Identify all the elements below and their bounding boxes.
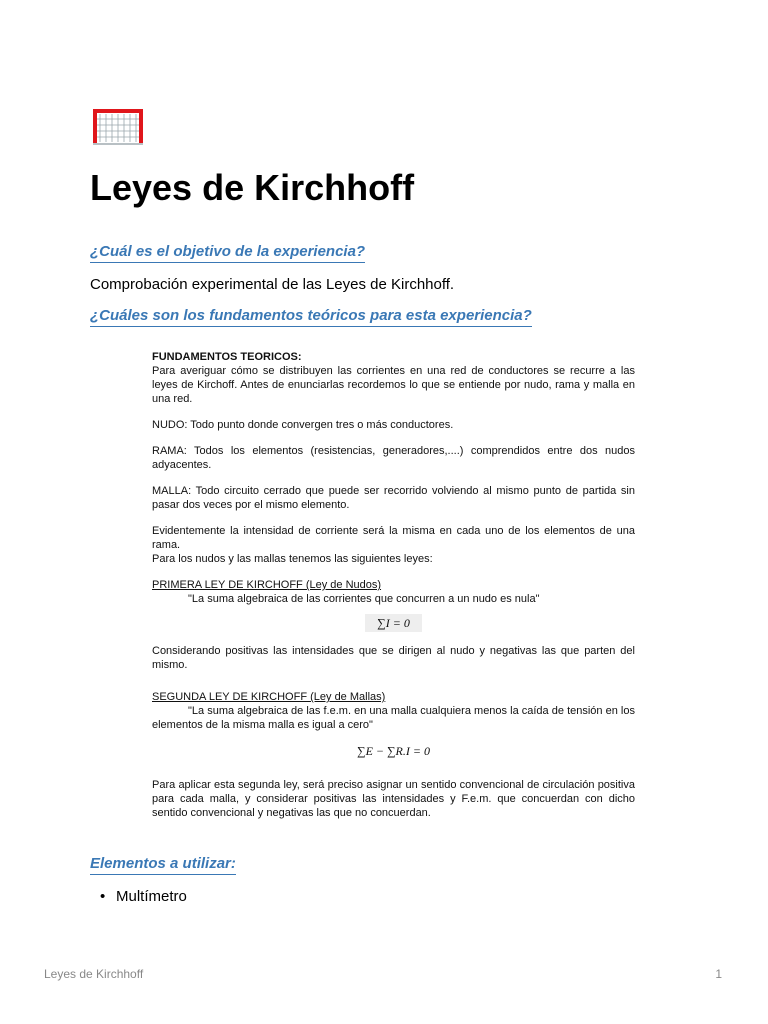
scan-para-nudos: Para los nudos y las mallas tenemos las siguientes leyes: bbox=[152, 553, 433, 565]
elements-list bbox=[100, 888, 187, 906]
heading-elements: Elementos a utilizar: bbox=[90, 855, 236, 873]
ley1-title: PRIMERA LEY DE KIRCHOFF (Ley de Nudos) bbox=[152, 579, 382, 591]
ley1-note: Considerando positivas las intensidades que se dirigen al nudo y negativas las que parten del mismo. bbox=[152, 645, 635, 671]
scan-malla: MALLA: Todo circuito cerrado que puede ser recorrido volviendo al mismo punto de partida sin pasar dos veces por el mismo elemento. bbox=[152, 485, 635, 511]
scan-heading: FUNDAMENTOS TEORICOS: bbox=[152, 351, 302, 363]
heading-fundamentals: ¿Cuáles son los fundamentos teóricos para esta experiencia? bbox=[90, 307, 532, 325]
page-number: 1 bbox=[715, 967, 722, 981]
ley2-note: Para aplicar esta segunda ley, será preciso asignar un sentido convencional de circulación positiva para cada malla, y considerar positivas las intensidades y F.e.m. que concuerdan con dicho sentido convencional y negativas las que no concuerdan. bbox=[152, 779, 635, 819]
document-title: Leyes de Kirchhoff bbox=[90, 167, 415, 208]
ley2-title: SEGUNDA LEY DE KIRCHOFF (Ley de Mallas) bbox=[152, 691, 386, 703]
objective-text: Comprobación experimental de las Leyes de Kirchhoff. bbox=[90, 276, 455, 293]
scan-intro: Para averiguar cómo se distribuyen las corrientes en una red de conductores se recurre a las leyes de Kirchoff. Antes de enunciarlas recordemos lo que se entiende por nudo, rama y malla en una red. bbox=[152, 365, 635, 405]
ley1-formula: ∑I = 0 bbox=[152, 614, 635, 632]
ley2-formula: ∑E − ∑R.I = 0 bbox=[357, 744, 430, 758]
goal-net-icon bbox=[92, 108, 144, 146]
footer-title: Leyes de Kirchhoff bbox=[44, 967, 144, 981]
ley2-quote: "La suma algebraica de las f.e.m. en una malla cualquiera menos la caída de tensión en los elementos de la misma malla es igual a cero" bbox=[152, 705, 635, 731]
scan-evidente: Evidentemente la intensidad de corriente será la misma en cada uno de los elementos de una rama. bbox=[152, 525, 635, 551]
scan-nudo: NUDO: Todo punto donde convergen tres o más conductores. bbox=[152, 419, 454, 431]
scan-rama: RAMA: Todos los elementos (resistencias, generadores,....) comprendidos entre dos nudos adyacentes. bbox=[152, 445, 635, 471]
fundamentals-scan bbox=[152, 350, 635, 820]
list-item: • Multímetro bbox=[100, 888, 187, 906]
ley1-quote: "La suma algebraica de las corrientes que concurren a un nudo es nula" bbox=[188, 593, 540, 605]
heading-objective: ¿Cuál es el objetivo de la experiencia? bbox=[90, 243, 365, 261]
